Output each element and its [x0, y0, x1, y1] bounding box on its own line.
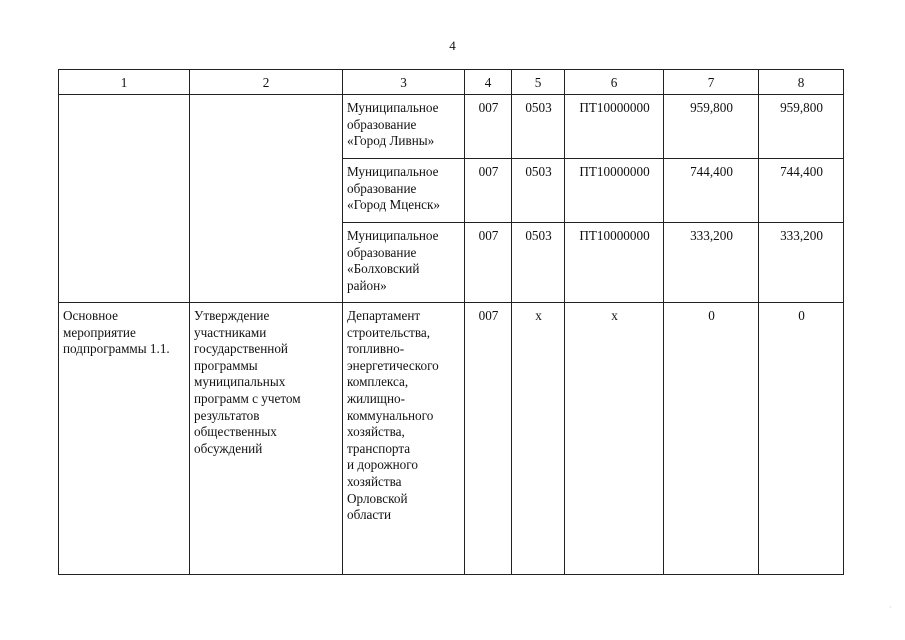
- cell-code-6: ПТ10000000: [565, 95, 664, 159]
- column-header: 2: [190, 70, 343, 95]
- column-header: 6: [565, 70, 664, 95]
- cell-recipient: Департамент строительства, топливно- энергетического комплекса, жилищно- коммунального хозяйства, транспорта и дорожного хозяйства Орловской области: [343, 303, 465, 575]
- cell-recipient: Муниципальное образование «Город Ливны»: [343, 95, 465, 159]
- column-header: 7: [664, 70, 759, 95]
- cell-amount-7: 0: [664, 303, 759, 575]
- cell-code-6: x: [565, 303, 664, 575]
- cell-code-5: 0503: [512, 95, 565, 159]
- column-header: 8: [759, 70, 844, 95]
- cell-code-4: 007: [465, 303, 512, 575]
- cell-code-4: 007: [465, 159, 512, 223]
- scan-speck: ·: [889, 603, 892, 612]
- column-header: 4: [465, 70, 512, 95]
- cell-amount-8: 0: [759, 303, 844, 575]
- column-header: 3: [343, 70, 465, 95]
- page-number: 4: [449, 38, 456, 53]
- cell-amount-7: 959,800: [664, 95, 759, 159]
- cell-code-5: 0503: [512, 159, 565, 223]
- cell-code-4: 007: [465, 223, 512, 303]
- cell-code-4: 007: [465, 95, 512, 159]
- cell-code-5: 0503: [512, 223, 565, 303]
- column-header: 5: [512, 70, 565, 95]
- header-row: [59, 70, 844, 95]
- cell-amount-8: 333,200: [759, 223, 844, 303]
- cell-recipient: Муниципальное образование «Город Мценск»: [343, 159, 465, 223]
- cell-code-6: ПТ10000000: [565, 159, 664, 223]
- budget-table: [58, 69, 844, 575]
- cell-col2: [190, 95, 343, 303]
- cell-amount-7: 744,400: [664, 159, 759, 223]
- cell-amount-8: 959,800: [759, 95, 844, 159]
- cell-code-6: ПТ10000000: [565, 223, 664, 303]
- cell-amount-8: 744,400: [759, 159, 844, 223]
- table-row: [59, 95, 844, 159]
- column-header: 1: [59, 70, 190, 95]
- cell-col1: [59, 95, 190, 303]
- cell-amount-7: 333,200: [664, 223, 759, 303]
- cell-description: Утверждение участниками государственной программы муниципальных программ с учетом результатов общественных обсуждений: [190, 303, 343, 575]
- cell-code-5: x: [512, 303, 565, 575]
- cell-recipient: Муниципальное образование «Болховский район»: [343, 223, 465, 303]
- cell-activity: Основное мероприятие подпрограммы 1.1.: [59, 303, 190, 575]
- table-row: [59, 303, 844, 575]
